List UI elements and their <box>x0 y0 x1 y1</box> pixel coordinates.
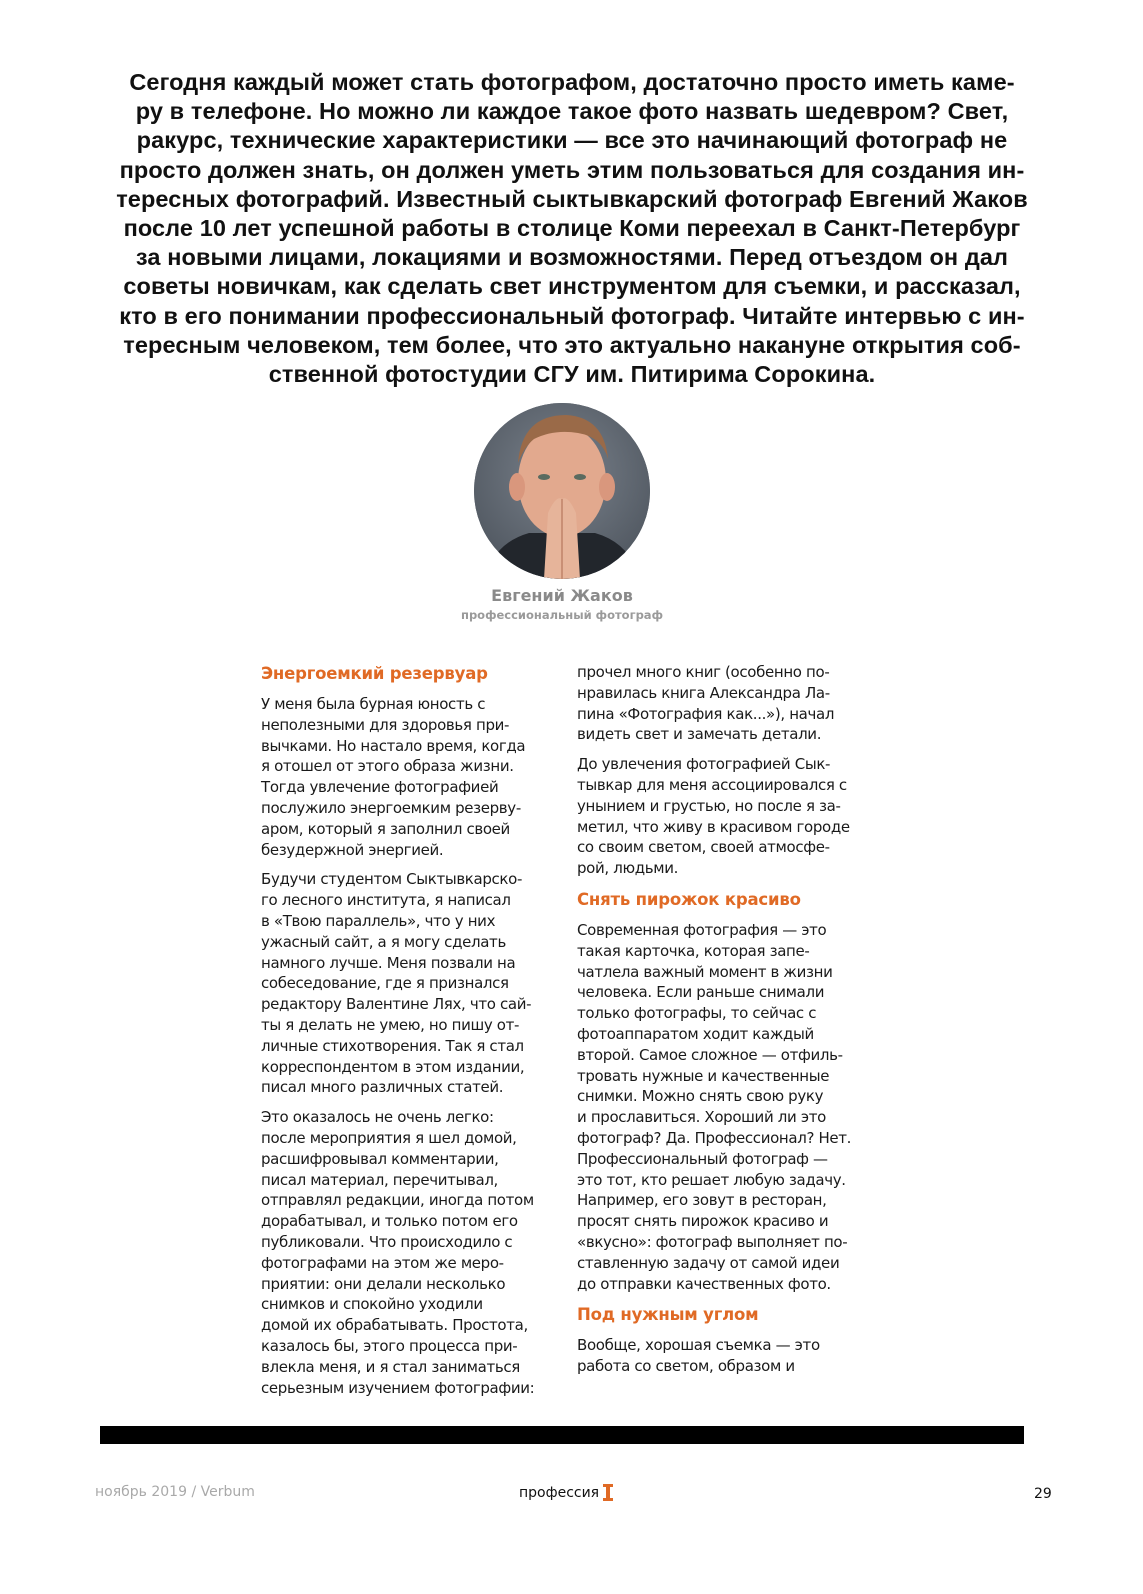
text-line: До увлечения фотографией Сык- <box>577 755 831 774</box>
left-column <box>261 662 561 1407</box>
text-line: Например, его зовут в ресторан, <box>577 1191 827 1210</box>
lead-line: тересных фотографий. Известный сыктывкарский фотограф Евгений Жаков <box>116 185 1028 212</box>
text-line: послужило энергоемким резерву- <box>261 798 521 817</box>
section-label <box>519 1484 613 1501</box>
text-line: тывкар для меня ассоциировался с <box>577 775 847 794</box>
section-heading: Под нужным углом <box>577 1305 759 1325</box>
lead-line: ственной фотостудии СГУ им. Питирима Сорокина. <box>268 361 876 388</box>
section-name: профессия <box>519 1484 600 1501</box>
text-line: нравилась книга Александра Ла- <box>577 683 830 702</box>
text-line: снимков и спокойно уходили <box>261 1295 483 1314</box>
lead-line: просто должен знать, он должен уметь этим пользоваться для создания ин- <box>119 156 1025 183</box>
text-line: намного лучше. Меня позвали на <box>261 953 516 972</box>
paragraph <box>577 920 877 1294</box>
text-line: Это оказалось не очень легко: <box>261 1108 494 1127</box>
text-line: редактору Валентине Лях, что сай- <box>261 995 532 1014</box>
text-line: в «Твою параллель», что у них <box>261 911 496 930</box>
section-heading: Снять пирожок красиво <box>577 889 801 909</box>
text-line: «вкусно»: фотограф выполняет по- <box>577 1232 848 1251</box>
text-line: казалось бы, этого процесса при- <box>261 1336 518 1355</box>
text-line: пина «Фотография как...»), начал <box>577 704 835 723</box>
text-line: тровать нужные и качественные <box>577 1066 830 1085</box>
text-line: человека. Если раньше снимали <box>577 983 825 1002</box>
text-line: унынием и грустью, но после я за- <box>577 796 841 815</box>
lead-line: советы новичкам, как сделать свет инструментом для съемки, и рассказал, <box>123 273 1021 300</box>
lead-line: за новыми лицами, локациями и возможностями. Перед отъездом он дал <box>135 244 1009 271</box>
portrait-illustration <box>474 403 650 579</box>
text-line: безудержной энергией. <box>261 840 444 859</box>
section-marker-icon <box>603 1484 613 1501</box>
text-line: личные стихотворения. Так я стал <box>261 1036 524 1055</box>
lead-line: Сегодня каждый может стать фотографом, достаточно просто иметь каме- <box>129 69 1015 95</box>
text-line: ставленную задачу от самой идеи <box>577 1253 840 1272</box>
text-line: рой, людьми. <box>577 859 679 878</box>
text-line: со своим светом, своей атмосфе- <box>577 838 830 857</box>
text-line: я отошел от этого образа жизни. <box>261 757 514 776</box>
paragraph <box>261 694 561 860</box>
paragraph <box>261 1107 561 1398</box>
text-line: ты я делать не умею, но пишу от- <box>261 1015 520 1034</box>
text-line: корреспондентом в этом издании, <box>261 1057 525 1076</box>
text-line: и прославиться. Хороший ли это <box>577 1108 826 1127</box>
text-line: прочел много книг (особенно по- <box>577 663 830 681</box>
text-line: дорабатывал, и только потом его <box>261 1212 518 1231</box>
text-line: собеседование, где я признался <box>261 974 509 993</box>
text-line: го лесного института, я написал <box>261 891 511 910</box>
text-line: отправлял редакции, иногда потом <box>261 1191 534 1210</box>
paragraph <box>577 754 877 879</box>
text-line: чатлела важный момент в жизни <box>577 962 833 981</box>
page-number: 29 <box>1034 1486 1052 1502</box>
right-column <box>577 662 877 1386</box>
text-line: второй. Самое сложное — отфиль- <box>577 1045 843 1064</box>
footer-divider-bar <box>100 1426 1024 1444</box>
text-line: Профессиональный фотограф — <box>577 1149 828 1168</box>
text-line: писал материал, перечитывал, <box>261 1170 498 1189</box>
text-line: У меня была бурная юность с <box>261 695 486 713</box>
text-line: работа со светом, образом и <box>577 1357 795 1376</box>
lead-line: кто в его понимании профессиональный фотограф. Читайте интервью с ин- <box>119 302 1025 329</box>
text-line: только фотографы, то сейчас с <box>577 1004 817 1023</box>
text-line: фотограф? Да. Профессионал? Нет. <box>577 1128 852 1147</box>
lead-line: после 10 лет успешной работы в столице Коми переехал в Санкт-Петербург <box>123 215 1021 242</box>
text-line: метил, что живу в красивом городе <box>577 817 850 836</box>
lead-line: тересным человеком, тем более, что это актуально накануне открытия соб- <box>123 331 1021 358</box>
text-line: снимки. Можно снять свою руку <box>577 1087 824 1106</box>
paragraph <box>577 662 877 745</box>
person-role: профессиональный фотограф <box>461 608 663 622</box>
issue-label: ноябрь 2019 / Verbum <box>95 1484 255 1500</box>
paragraph <box>577 1335 877 1377</box>
paragraph <box>261 869 561 1098</box>
text-line: неполезными для здоровья при- <box>261 715 510 734</box>
text-line: видеть свет и замечать детали. <box>577 725 822 744</box>
text-line: до отправки качественных фото. <box>577 1274 831 1293</box>
text-line: расшифровывал комментарии, <box>261 1149 499 1168</box>
text-line: Современная фотография — это <box>577 920 827 939</box>
lead-line: ракурс, технические характеристики — все это начинающий фотограф не <box>136 127 1008 154</box>
text-line: аром, который я заполнил своей <box>261 819 510 838</box>
text-line: ужасный сайт, а я могу сделать <box>261 932 506 951</box>
text-line: писал много различных статей. <box>261 1078 504 1097</box>
lead-paragraph <box>112 68 1032 389</box>
text-line: приятии: они делали несколько <box>261 1274 506 1293</box>
text-line: после мероприятия я шел домой, <box>261 1128 517 1147</box>
text-line: фотоаппаратом ходит каждый <box>577 1024 814 1043</box>
text-line: Тогда увлечение фотографией <box>261 778 499 797</box>
text-line: серьезным изучением фотографии: <box>261 1378 535 1397</box>
text-line: домой их обрабатывать. Простота, <box>261 1316 528 1335</box>
text-line: вычками. Но настало время, когда <box>261 736 526 755</box>
text-line: просят снять пирожок красиво и <box>577 1212 829 1231</box>
person-name: Евгений Жаков <box>491 586 633 605</box>
text-line: такая карточка, которая запе- <box>577 941 810 960</box>
lead-line: ру в телефоне. Но можно ли каждое такое фото назвать шедевром? Свет, <box>135 98 1009 125</box>
section-heading: Энергоемкий резервуар <box>261 664 488 683</box>
text-line: Вообще, хорошая съемка — это <box>577 1336 820 1355</box>
text-line: влекла меня, и я стал заниматься <box>261 1357 520 1376</box>
text-line: Будучи студентом Сыктывкарско- <box>261 870 523 889</box>
text-line: фотографами на этом же меро- <box>261 1253 504 1272</box>
portrait-photo <box>474 403 650 579</box>
text-line: публиковали. Что происходило с <box>261 1232 513 1251</box>
text-line: это тот, кто решает любую задачу. <box>577 1170 846 1189</box>
